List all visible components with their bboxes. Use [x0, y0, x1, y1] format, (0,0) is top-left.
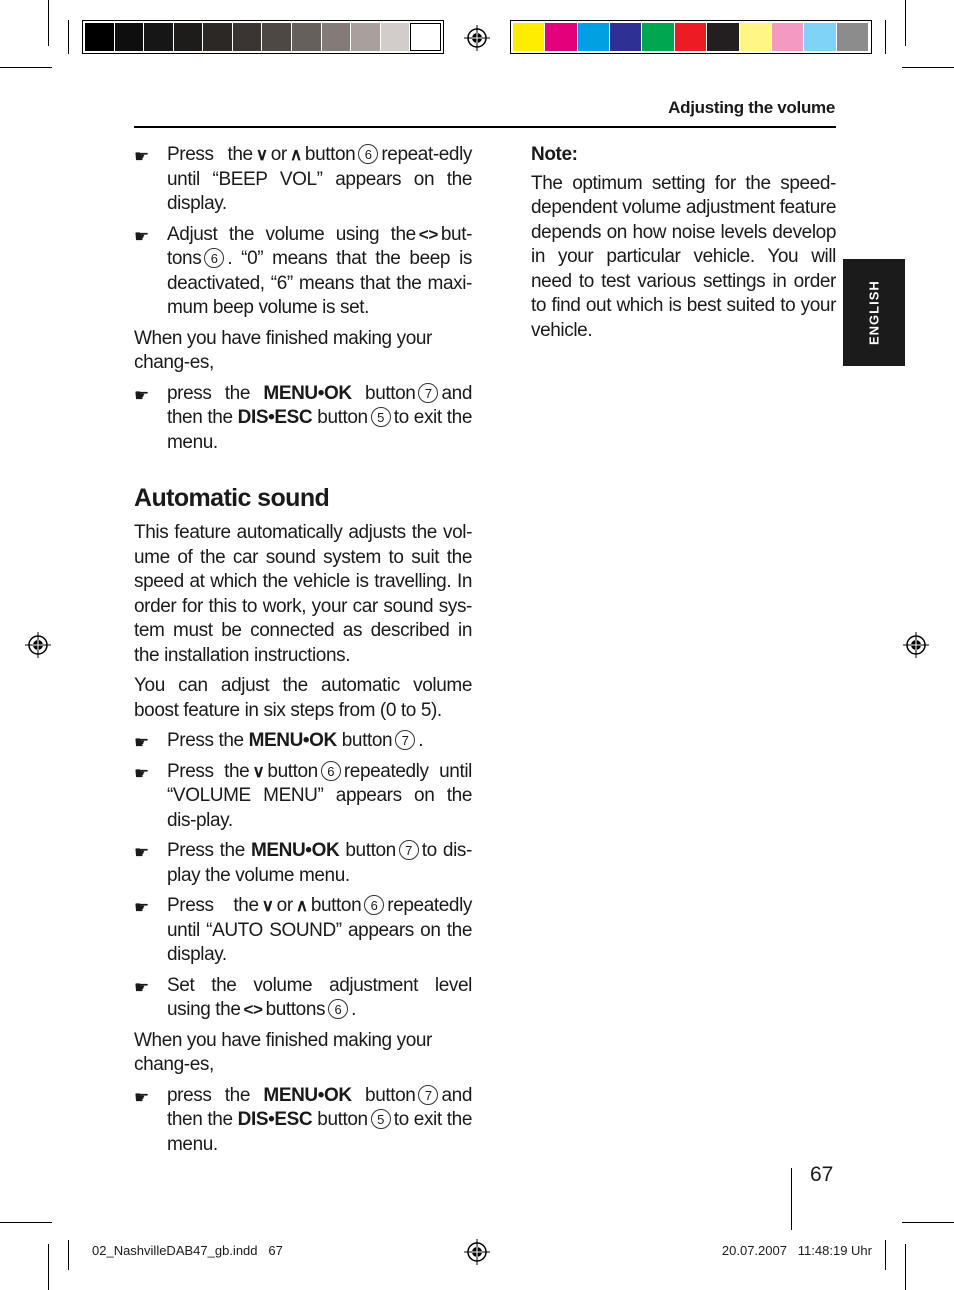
pointing-hand-icon: ☛	[134, 898, 149, 917]
crop-mark	[791, 1168, 792, 1230]
list-item: ☛ Press the ∨ button 6 repeatedly until “VOLUME MENU” appears on the dis-play.	[134, 760, 472, 831]
paragraph: When you have finished making your chang-es,	[134, 1029, 432, 1075]
color-swatch	[675, 23, 707, 51]
color-swatch	[804, 23, 836, 51]
left-right-arrows-icon: <>	[243, 1000, 263, 1019]
color-swatch	[351, 23, 381, 51]
crop-mark	[68, 20, 69, 54]
color-swatch	[410, 23, 441, 51]
up-arrow-icon: ∧	[289, 145, 302, 164]
registration-mark-icon	[464, 25, 490, 51]
color-swatch	[545, 23, 577, 51]
left-right-arrows-icon: <>	[418, 224, 438, 244]
list-item: ☛ Press the MENU•OK button 7 .	[134, 729, 472, 754]
language-tab-label: ENGLISH	[866, 280, 882, 345]
note-text: The optimum setting for the speed-dependent volume adjustment feature depends on how noise levels develop in your particular vehicle. You will need to test various settings in order to find out which is best suited to your vehicle.	[531, 172, 836, 341]
list-item: ☛ Set the volume adjustment level using the <> buttons 6 .	[134, 974, 472, 1023]
list-item: ☛ Press the MENU•OK button 7 to dis-play the volume menu.	[134, 840, 472, 886]
footer-timestamp: 20.07.2007 11:48:19 Uhr	[721, 1243, 872, 1258]
registration-mark-icon	[25, 632, 51, 658]
color-swatch	[292, 23, 322, 51]
button-number-badge: 6	[364, 895, 384, 915]
color-swatch	[262, 23, 292, 51]
pointing-hand-icon: ☛	[134, 226, 149, 246]
color-swatch	[233, 23, 263, 51]
color-swatch	[642, 23, 674, 51]
right-column	[531, 143, 836, 349]
color-swatch	[322, 23, 352, 51]
list-item: ☛ press the MENU•OK button 7 and then the DIS•ESC button 5 to exit the menu.	[134, 382, 472, 453]
color-swatch	[144, 23, 174, 51]
color-bar	[510, 20, 872, 54]
color-swatch	[115, 23, 145, 51]
color-swatch	[772, 23, 804, 51]
button-number-badge: 6	[328, 999, 348, 1019]
button-number-badge: 5	[371, 407, 391, 427]
crop-mark	[885, 1240, 886, 1270]
list-item: ☛ Press the ∨ or ∧ button 6 repeatedly until “AUTO SOUND” appears on the display.	[134, 895, 472, 965]
button-number-badge: 5	[371, 1109, 391, 1129]
color-swatch	[381, 23, 411, 51]
pointing-hand-icon: ☛	[134, 763, 149, 783]
paragraph: You can adjust the automatic volume boost feature in six steps from (0 to 5).	[134, 675, 472, 721]
crop-mark	[68, 1240, 69, 1270]
crop-mark	[905, 1244, 906, 1290]
pointing-hand-icon: ☛	[134, 147, 149, 166]
paragraph: When you have finished making your chang-es,	[134, 327, 432, 373]
crop-mark	[0, 67, 52, 68]
grayscale-bar	[82, 20, 444, 54]
down-arrow-icon: ∨	[261, 896, 274, 915]
pointing-hand-icon: ☛	[134, 385, 149, 405]
registration-mark-icon	[903, 632, 929, 658]
button-number-badge: 6	[204, 248, 224, 268]
crop-mark	[905, 0, 906, 46]
pointing-hand-icon: ☛	[134, 1087, 149, 1107]
color-swatch	[203, 23, 233, 51]
color-swatch	[85, 23, 115, 51]
button-number-badge: 7	[395, 730, 415, 750]
crop-mark	[885, 20, 886, 54]
button-number-badge: 7	[399, 840, 419, 860]
crop-mark	[902, 67, 954, 68]
crop-mark	[902, 1222, 954, 1223]
button-number-badge: 6	[321, 761, 341, 781]
pointing-hand-icon: ☛	[134, 843, 149, 862]
footer-file-info: 02_NashvilleDAB47_gb.indd 67	[92, 1243, 283, 1258]
list-item: ☛ Press the ∨ or ∧ button 6 repeat-edly until “BEEP VOL” appears on the display.	[134, 144, 472, 214]
up-arrow-icon: ∧	[295, 896, 308, 915]
color-swatch	[174, 23, 204, 51]
pointing-hand-icon: ☛	[134, 977, 149, 997]
button-number-badge: 7	[418, 383, 438, 403]
list-item: ☛ Adjust the volume using the <> but-tons 6 . “0” means that the beep is deactivated, “6” means that the maxi-mum beep volume is set.	[134, 223, 472, 318]
color-swatch	[740, 23, 772, 51]
color-swatch	[610, 23, 642, 51]
left-column	[134, 143, 472, 1163]
down-arrow-icon: ∨	[252, 761, 265, 781]
list-item: ☛ press the MENU•OK button 7 and then the DIS•ESC button 5 to exit the menu.	[134, 1084, 472, 1155]
crop-mark	[48, 0, 49, 46]
button-number-badge: 6	[358, 144, 378, 164]
pointing-hand-icon: ☛	[134, 733, 149, 752]
crop-mark	[0, 1222, 52, 1223]
color-swatch	[578, 23, 610, 51]
page-number: 67	[810, 1163, 834, 1186]
crop-mark	[48, 1244, 49, 1290]
paragraph: This feature automatically adjusts the vol-ume of the car sound system to suit the speed at which the vehicle is travelling. In order for this to work, your car sound sys-tem must be connected as described in the installation instructions.	[134, 522, 472, 666]
down-arrow-icon: ∨	[255, 145, 268, 164]
button-number-badge: 7	[418, 1085, 438, 1105]
note-heading: Note:	[531, 144, 578, 165]
registration-mark-icon	[464, 1239, 490, 1265]
color-swatch	[513, 23, 545, 51]
color-swatch	[837, 23, 869, 51]
page-header-title: Adjusting the volume	[668, 98, 835, 117]
header-rule	[134, 126, 836, 128]
section-heading: Automatic sound	[134, 484, 330, 512]
color-swatch	[707, 23, 739, 51]
